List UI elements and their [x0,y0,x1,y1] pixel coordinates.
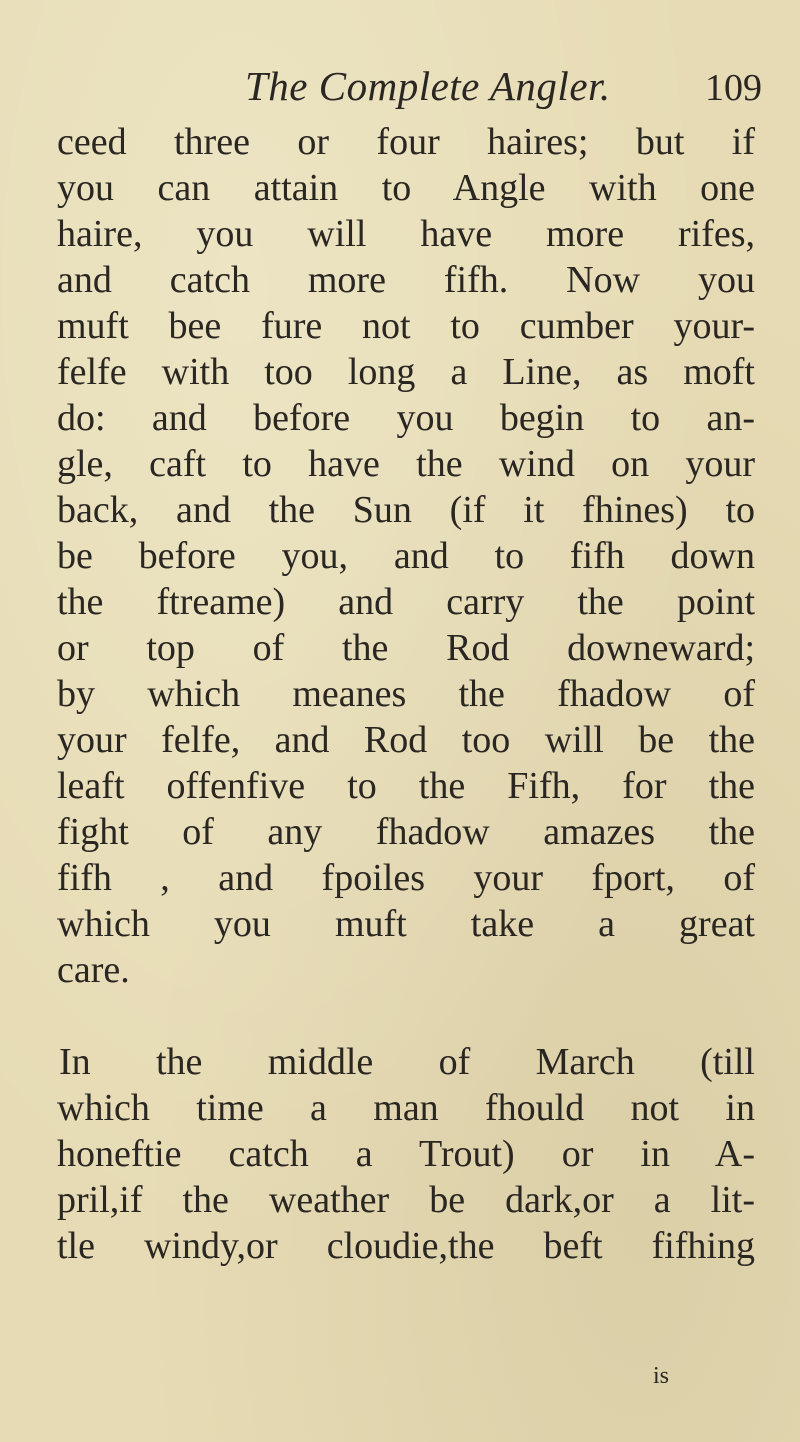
running-title: The Complete Angler. [245,63,611,109]
text-line: and catch more fifh. Now you [57,259,755,301]
text-line: felfe with too long a Line, as moft [57,351,755,393]
text-line: gle, caft to have the wind on your [57,443,755,485]
text-line: fight of any fhadow amazes the [57,811,755,853]
text-line: or top of the Rod downeward; [57,627,755,669]
text-line: pril,if the weather be dark,or a lit- [57,1179,755,1221]
text-line: care. [57,949,130,991]
text-line: do: and before you begin to an- [57,397,755,439]
text-line: In the middle of March (till [59,1041,755,1083]
text-line: you can attain to Angle with one [57,167,755,209]
text-line: ceed three or four haires; but if [57,121,755,163]
page-footer [0,1363,800,1399]
text-line: your felfe, and Rod too will be the [57,719,755,761]
paragraph-2 [57,1039,755,1269]
page-number: 109 [705,67,762,109]
text-line: the ftreame) and carry the point [57,581,755,623]
text-line: back, and the Sun (if it fhines) to [57,489,755,531]
paragraph-1 [57,119,755,993]
paragraph-break [57,993,755,1039]
catchword: is [653,1363,670,1389]
body-text [57,119,755,1269]
text-line: by which meanes the fhadow of [57,673,755,715]
text-line: muft bee fure not to cumber your- [57,305,755,347]
text-line: tle windy,or cloudie,the beft fifhing [57,1225,755,1267]
page-header [0,60,800,120]
text-line: which time a man fhould not in [57,1087,755,1129]
text-line: haire, you will have more rifes, [57,213,755,255]
text-line: leaft offenfive to the Fifh, for the [57,765,755,807]
text-line: be before you, and to fifh down [57,535,755,577]
text-line: which you muft take a great [57,903,755,945]
text-line: honeftie catch a Trout) or in A- [57,1133,755,1175]
text-line: fifh , and fpoiles your fport, of [57,857,755,899]
